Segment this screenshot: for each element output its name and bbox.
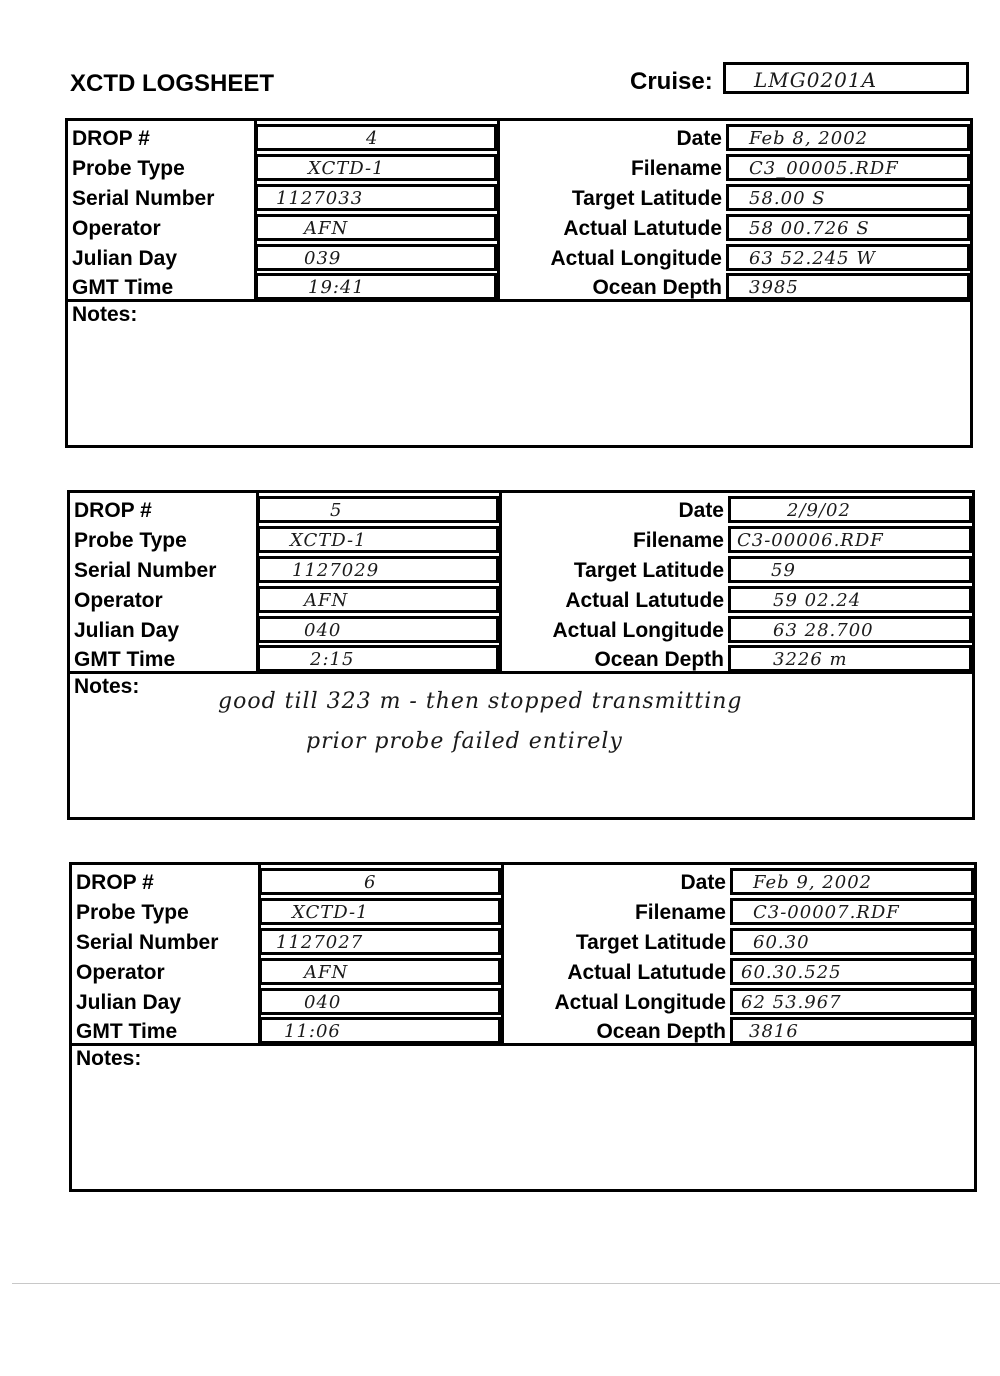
- operator-value: AFN: [304, 590, 349, 611]
- date-field[interactable]: [728, 496, 972, 523]
- actual-longitude-field[interactable]: [726, 244, 970, 271]
- filename-value: C3_00005.RDF: [749, 158, 899, 179]
- serial-number-value: 1127027: [276, 932, 364, 953]
- actual-longitude-field[interactable]: [730, 988, 974, 1015]
- operator-field[interactable]: [259, 958, 501, 985]
- gmt-time-field[interactable]: [257, 645, 499, 672]
- actual-latitude-label: Actual Latutude: [563, 217, 722, 240]
- gmt-time-field[interactable]: [259, 1017, 501, 1044]
- date-field[interactable]: [730, 868, 974, 895]
- column-divider: [499, 493, 502, 671]
- actual-longitude-field[interactable]: [728, 616, 972, 643]
- notes-label: Notes:: [76, 1047, 142, 1070]
- actual-latitude-value: 59 02.24: [773, 590, 862, 611]
- probe-type-label: Probe Type: [76, 901, 189, 924]
- actual-latitude-value: 60.30.525: [741, 962, 842, 983]
- ocean-depth-value: 3985: [749, 277, 799, 298]
- actual-longitude-label: Actual Longitude: [550, 247, 722, 270]
- filename-value: C3-00006.RDF: [737, 530, 884, 551]
- date-label: Date: [676, 127, 722, 150]
- filename-label: Filename: [634, 901, 726, 924]
- actual-latitude-field[interactable]: [726, 214, 970, 241]
- left-labels-column: [70, 493, 259, 671]
- operator-label: Operator: [72, 217, 161, 240]
- left-labels-column: [68, 121, 257, 299]
- actual-longitude-label: Actual Longitude: [554, 991, 726, 1014]
- cruise-value: LMG0201A: [754, 68, 878, 92]
- operator-value: AFN: [304, 218, 349, 239]
- left-labels-column: [72, 865, 261, 1043]
- notes-line-2[interactable]: prior probe failed entirely: [306, 729, 623, 754]
- filename-field[interactable]: [728, 526, 972, 553]
- operator-label: Operator: [76, 961, 165, 984]
- ocean-depth-field[interactable]: [730, 1017, 974, 1044]
- julian-day-field[interactable]: [259, 988, 501, 1015]
- operator-value: AFN: [304, 962, 349, 983]
- date-field[interactable]: [726, 124, 970, 151]
- julian-day-value: 040: [304, 620, 342, 641]
- gmt-time-label: GMT Time: [74, 648, 176, 671]
- actual-latitude-label: Actual Latutude: [565, 589, 724, 612]
- ocean-depth-label: Ocean Depth: [592, 276, 722, 299]
- drop-value: 4: [366, 128, 379, 149]
- filename-field[interactable]: [726, 154, 970, 181]
- scan-edge-line: [12, 1283, 1000, 1284]
- serial-number-value: 1127033: [276, 188, 364, 209]
- notes-divider: [72, 1043, 974, 1046]
- drop-field[interactable]: [257, 496, 499, 523]
- serial-number-field[interactable]: [255, 184, 497, 211]
- gmt-time-field[interactable]: [255, 273, 497, 300]
- drop-field[interactable]: [259, 868, 501, 895]
- target-latitude-value: 60.30: [753, 932, 810, 953]
- probe-type-field[interactable]: [257, 526, 499, 553]
- gmt-time-value: 11:06: [284, 1021, 341, 1042]
- probe-type-value: XCTD-1: [290, 530, 367, 551]
- julian-day-value: 039: [304, 248, 342, 269]
- target-latitude-field[interactable]: [726, 184, 970, 211]
- serial-number-value: 1127029: [292, 560, 380, 581]
- actual-longitude-label: Actual Longitude: [552, 619, 724, 642]
- date-label: Date: [680, 871, 726, 894]
- target-latitude-field[interactable]: [730, 928, 974, 955]
- julian-day-label: Julian Day: [72, 247, 178, 270]
- target-latitude-value: 58.00 S: [749, 188, 826, 209]
- gmt-time-value: 19:41: [308, 277, 365, 298]
- julian-day-field[interactable]: [257, 616, 499, 643]
- julian-day-label: Julian Day: [74, 619, 180, 642]
- ocean-depth-field[interactable]: [728, 645, 972, 672]
- drop-sheet-2: [67, 490, 975, 820]
- notes-label: Notes:: [74, 675, 140, 698]
- drop-label: DROP #: [72, 127, 150, 150]
- probe-type-label: Probe Type: [72, 157, 185, 180]
- probe-type-value: XCTD-1: [292, 902, 369, 923]
- column-divider: [501, 865, 504, 1043]
- actual-latitude-value: 58 00.726 S: [749, 218, 870, 239]
- probe-type-field[interactable]: [259, 898, 501, 925]
- drop-value: 6: [364, 872, 377, 893]
- ocean-depth-value: 3816: [749, 1021, 799, 1042]
- date-label: Date: [678, 499, 724, 522]
- actual-longitude-value: 63 28.700: [773, 620, 874, 641]
- target-latitude-field[interactable]: [728, 556, 972, 583]
- probe-type-field[interactable]: [255, 154, 497, 181]
- column-divider: [497, 121, 500, 299]
- notes-line-1[interactable]: good till 323 m - then stopped transmitting: [218, 689, 743, 714]
- drop-sheet-3: [69, 862, 977, 1192]
- drop-label: DROP #: [76, 871, 154, 894]
- filename-label: Filename: [630, 157, 722, 180]
- serial-number-label: Serial Number: [74, 559, 217, 582]
- julian-day-value: 040: [304, 992, 342, 1013]
- actual-latitude-field[interactable]: [728, 586, 972, 613]
- date-value: Feb 8, 2002: [749, 128, 869, 149]
- cruise-field[interactable]: [723, 62, 969, 94]
- operator-field[interactable]: [257, 586, 499, 613]
- ocean-depth-label: Ocean Depth: [596, 1020, 726, 1043]
- drop-sheet-1: [65, 118, 973, 448]
- serial-number-label: Serial Number: [72, 187, 215, 210]
- operator-label: Operator: [74, 589, 163, 612]
- date-value: Feb 9, 2002: [753, 872, 873, 893]
- ocean-depth-value: 3226 m: [773, 649, 848, 670]
- actual-longitude-value: 62 53.967: [741, 992, 842, 1013]
- operator-field[interactable]: [255, 214, 497, 241]
- notes-label: Notes:: [72, 303, 138, 326]
- ocean-depth-label: Ocean Depth: [594, 648, 724, 671]
- notes-divider: [70, 671, 972, 674]
- filename-field[interactable]: [730, 898, 974, 925]
- gmt-time-label: GMT Time: [76, 1020, 178, 1043]
- drop-field[interactable]: [255, 124, 497, 151]
- filename-label: Filename: [632, 529, 724, 552]
- target-latitude-label: Target Latitude: [571, 187, 722, 210]
- page-title: XCTD LOGSHEET: [70, 70, 275, 97]
- filename-value: C3-00007.RDF: [753, 902, 900, 923]
- actual-longitude-value: 63 52.245 W: [749, 248, 876, 269]
- drop-label: DROP #: [74, 499, 152, 522]
- drop-value: 5: [330, 500, 343, 521]
- ocean-depth-field[interactable]: [726, 273, 970, 300]
- gmt-time-label: GMT Time: [72, 276, 174, 299]
- target-latitude-label: Target Latitude: [575, 931, 726, 954]
- probe-type-value: XCTD-1: [308, 158, 385, 179]
- gmt-time-value: 2:15: [310, 649, 355, 670]
- actual-latitude-field[interactable]: [730, 958, 974, 985]
- serial-number-field[interactable]: [259, 928, 501, 955]
- target-latitude-value: 59: [771, 560, 796, 581]
- serial-number-label: Serial Number: [76, 931, 219, 954]
- probe-type-label: Probe Type: [74, 529, 187, 552]
- julian-day-label: Julian Day: [76, 991, 182, 1014]
- notes-divider: [68, 299, 970, 302]
- serial-number-field[interactable]: [257, 556, 499, 583]
- date-value: 2/9/02: [787, 500, 851, 521]
- julian-day-field[interactable]: [255, 244, 497, 271]
- actual-latitude-label: Actual Latutude: [567, 961, 726, 984]
- cruise-label: Cruise:: [630, 68, 713, 95]
- target-latitude-label: Target Latitude: [573, 559, 724, 582]
